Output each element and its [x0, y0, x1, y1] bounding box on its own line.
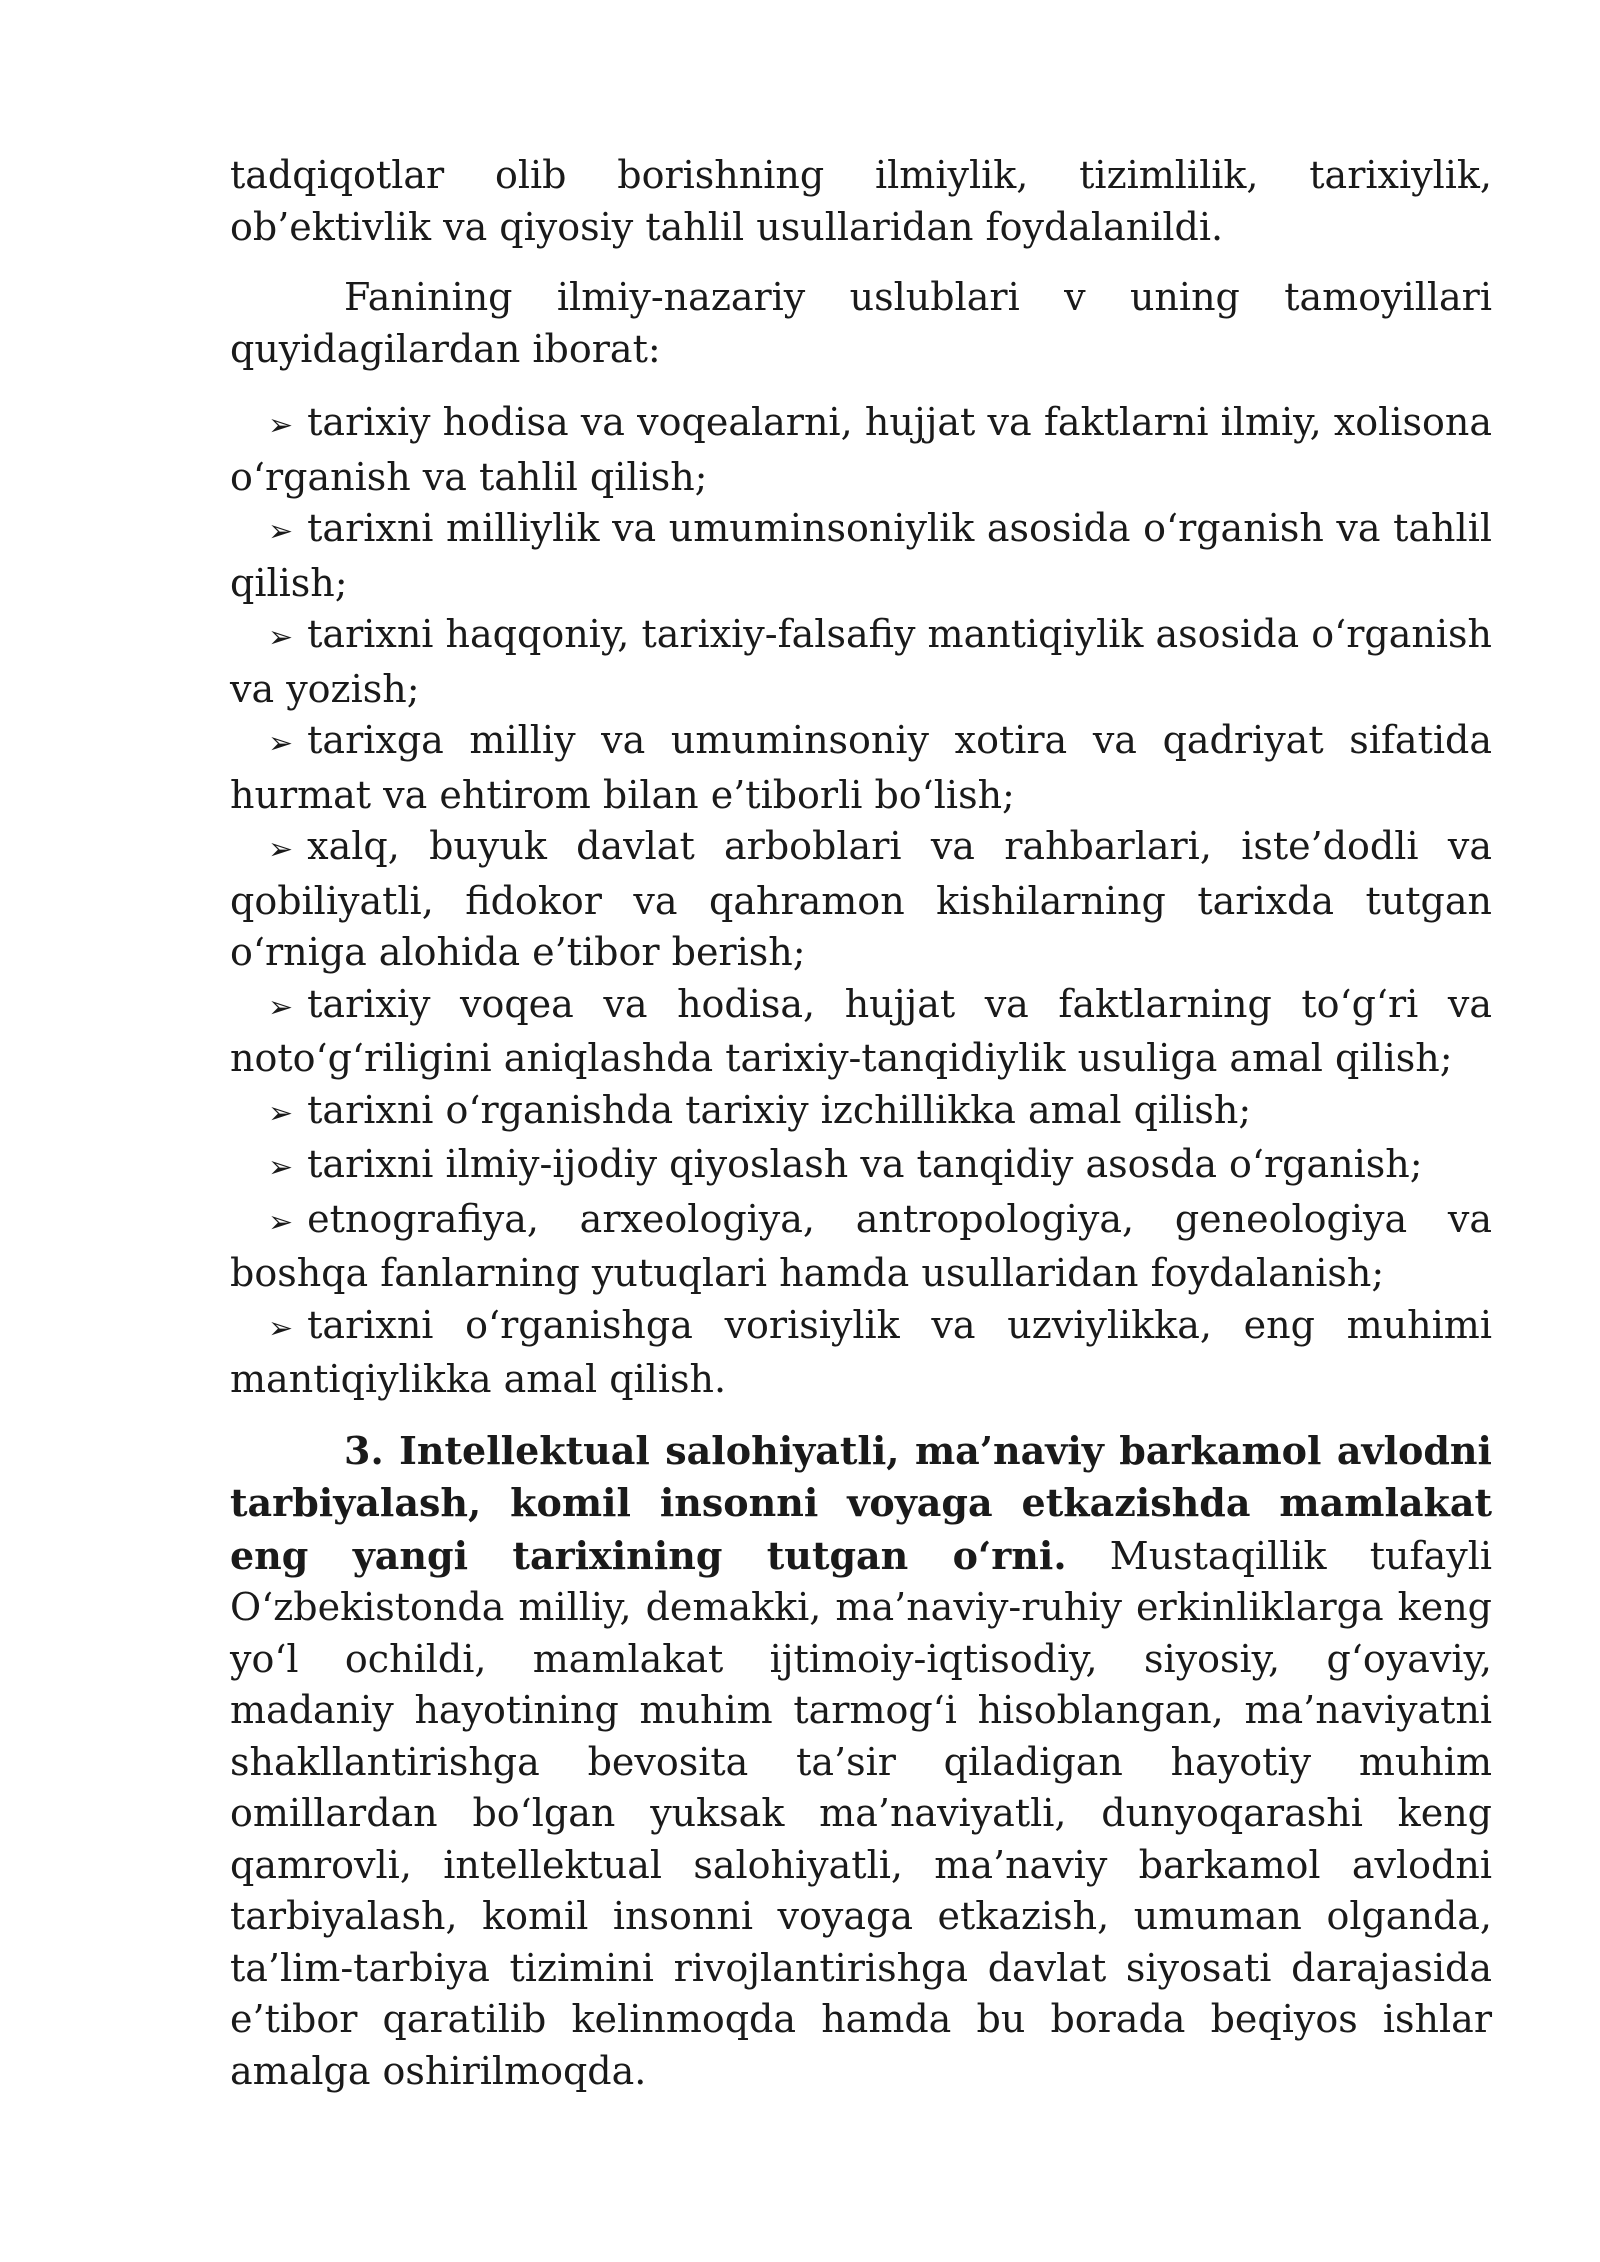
- arrow-bullet-icon: ➢: [268, 514, 294, 549]
- arrow-bullet-icon: ➢: [268, 620, 294, 655]
- bullet-text: tarixiy hodisa va voqealarni, hujjat va faktlarni ilmiy, xolisona o‘rganish va tahlil qilish;: [230, 400, 1492, 499]
- bullet-item: [230, 503, 1492, 609]
- bullet-text: tarixni o‘rganishga vorisiylik va uzviylikka, eng muhimi mantiqiylikka amal qilish.: [230, 1302, 1492, 1401]
- bullet-item: [230, 397, 1492, 503]
- bullet-item: [230, 715, 1492, 821]
- lead-paragraph: Fanining ilmiy-nazariy uslublari v uning tamoyillari quyidagilardan iborat:: [230, 275, 1492, 371]
- arrow-bullet-icon: ➢: [268, 989, 294, 1025]
- bullet-text: tarixni o‘rganishda tarixiy izchillikka amal qilish;: [307, 1087, 1252, 1132]
- arrow-bullet-icon: ➢: [268, 1150, 294, 1185]
- bullet-item: [230, 609, 1492, 715]
- bullet-item: [230, 1300, 1492, 1406]
- arrow-bullet-icon: ➢: [268, 832, 294, 867]
- bullet-text: etnografiya, arxeologiya, antropologiya, geneologiya va boshqa fanlarning yutuqlari hamda usullaridan foydalanish;: [230, 1196, 1492, 1295]
- bullet-text: tarixiy voqea va hodisa, hujjat va faktlarning to‘g‘ri va noto‘g‘riligini aniqlashda tarixiy-tanqidiylik usuliga amal qilish;: [230, 981, 1492, 1080]
- bullet-item: [230, 821, 1492, 979]
- section-paragraph: [230, 1425, 1492, 2098]
- arrow-bullet-icon: ➢: [268, 1204, 294, 1240]
- bullet-text: tarixni ilmiy-ijodiy qiyoslash va tanqidiy asosda o‘rganish;: [307, 1142, 1423, 1186]
- arrow-bullet-icon: ➢: [268, 1310, 294, 1346]
- section-heading: 3. Intellektual salohiyatli, ma’naviy barkamol avlodni tarbiyalash, komil insonni voyaga etkazishda mamlakat eng yangi tarixining tutgan o‘rni.: [230, 1427, 1492, 1578]
- bullet-item: [230, 979, 1492, 1085]
- bullet-item: [230, 1139, 1492, 1194]
- section-body: Mustaqillik tufayli O‘zbekistonda milliy, demakki, ma’naviy-ruhiy erkinliklarga keng yo‘l ochildi, mamlakat ijtimoiy-iqtisodiy, siyosiy, g‘oyaviy, madaniy hayotining muhim tarmog‘i hisoblangan, ma’naviyatni shakllantirishga bevosita ta’sir qiladigan hayotiy muhim omillardan bo‘lgan yuksak ma’naviyatli, dunyoqarashi keng qamrovli, intellektual salohiyatli, ma’naviy barkamol avlodni tarbiyalash, komil insonni voyaga etkazish, umuman olganda, ta’lim-tarbiya tizimini rivojlantirishga davlat siyosati darajasida e’tibor qaratilib kelinmoqda hamda bu borada beqiyos ishlar amalga oshirilmoqda.: [230, 1533, 1492, 2093]
- intro-paragraph: tadqiqotlar olib borishning ilmiylik, tizimlilik, tarixiylik, ob’ektivlik va qiyosiy tahlil usullaridan foydalanildi.: [230, 153, 1492, 249]
- bullet-item: [230, 1085, 1492, 1140]
- arrow-bullet-icon: ➢: [268, 1095, 294, 1131]
- arrow-bullet-icon: ➢: [268, 408, 294, 443]
- bullet-item: [230, 1194, 1492, 1300]
- document-body: [230, 150, 1492, 2097]
- bullet-text: tarixni milliylik va umuminsoniylik asosida o‘rganish va tahlil qilish;: [230, 506, 1492, 605]
- bullet-list: [230, 397, 1492, 1406]
- bullet-text: xalq, buyuk davlat arboblari va rahbarlari, iste’dodli va qobiliyatli, fidokor va qahramon kishilarning tarixda tutgan o‘rniga alohida e’tibor berish;: [230, 824, 1492, 974]
- arrow-bullet-icon: ➢: [268, 726, 294, 761]
- bullet-text: tarixni haqqoniy, tarixiy-falsafiy mantiqiylik asosida o‘rganish va yozish;: [230, 612, 1492, 711]
- bullet-text: tarixga milliy va umuminsoniy xotira va qadriyat sifatida hurmat va ehtirom bilan e’tiborli bo‘lish;: [230, 718, 1492, 817]
